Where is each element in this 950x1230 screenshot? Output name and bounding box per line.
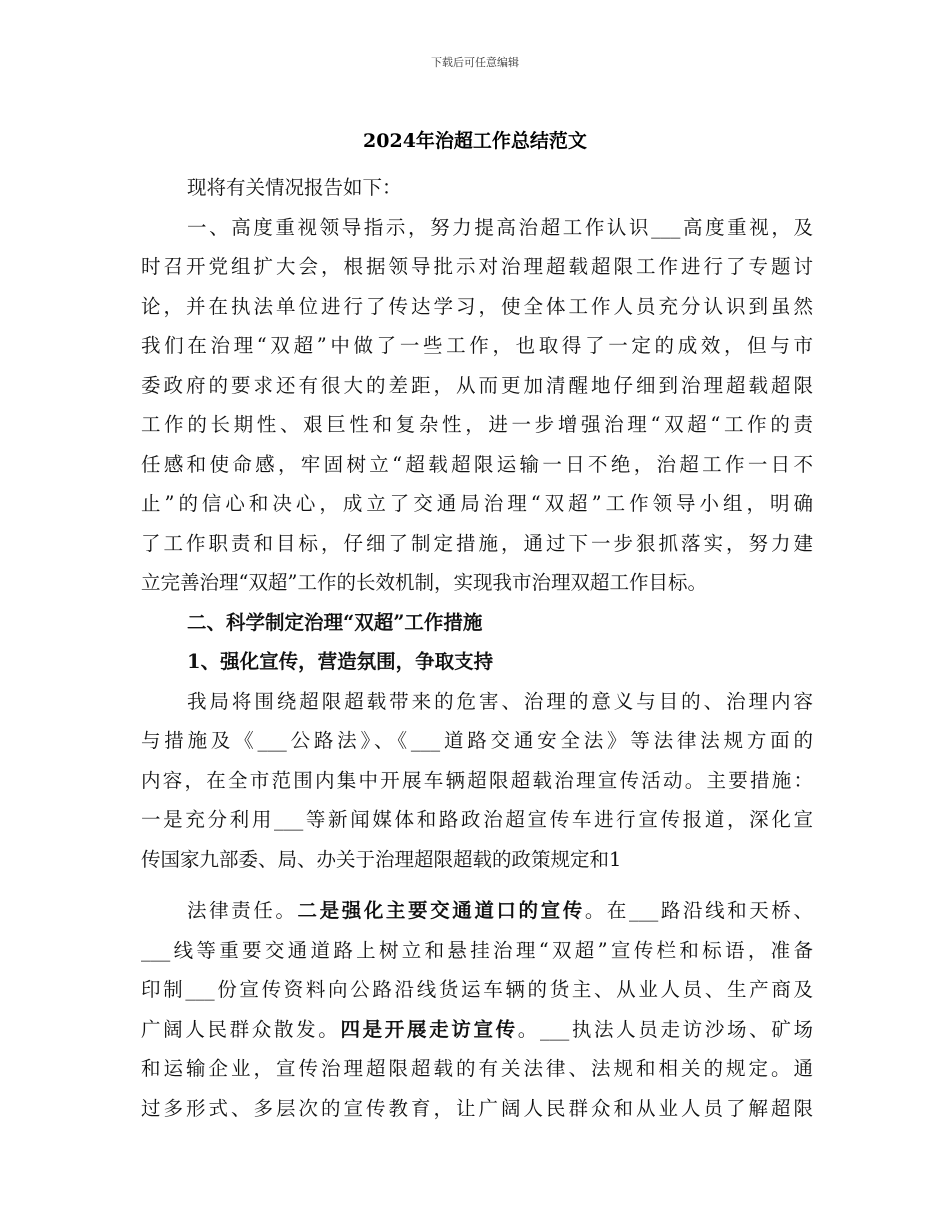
text-line: 我们在治理“双超”中做了一些工作，也取得了一定的成效，但与市 — [141, 334, 813, 357]
text-line: 一、高度重视领导指示，努力提高治超工作认识___高度重视，及 — [187, 215, 813, 239]
text-line: 时召开党组扩大会，根据领导批示对治理超载超限工作进行了专题讨 — [141, 255, 813, 278]
text-segment: 法律责任。 — [187, 899, 298, 922]
page-gap — [141, 879, 813, 891]
text-line: 工作的长期性、艰巨性和复杂性，进一步增强治理“双超“工作的责 — [141, 413, 813, 436]
text-line — [141, 891, 813, 931]
document-title: 2024年治超工作总结范文 — [363, 130, 587, 152]
text-line: 我局将围绕超限超载带来的危害、治理的意义与目的、治理内容 — [187, 689, 813, 713]
text-line: ___线等重要交通道路上树立和悬挂治理“双超”宣传栏和标语，准备 — [141, 938, 813, 962]
text-line: 过多形式、多层次的宣传教育，让广阔人民群众和从业人员了解超限 — [141, 1096, 813, 1120]
page-header: 下载后可任意编辑 — [431, 56, 519, 69]
text-line: 印制___份宣传资料向公路沿线货运车辆的货主、从业人员、生产商及 — [141, 978, 813, 1001]
text-line: 传国家九部委、局、办关于治理超限超载的政策规定和1 — [141, 847, 622, 871]
bold-text-segment: 四是开展走访宣传 — [340, 1017, 518, 1041]
text-line: 委政府的要求还有很大的差距，从而更加清醒地仔细到治理超载超限 — [141, 373, 813, 397]
text-segment: 广阔人民群众散发。 — [141, 1017, 341, 1041]
subsection-heading: 1、强化宣传，营造氛围，争取支持 — [187, 650, 494, 673]
text-line: 和运输企业，宣传治理超限超载的有关法律、法规和相关的规定。通 — [141, 1057, 813, 1080]
text-line: 现将有关情况报告如下： — [187, 176, 402, 199]
section-heading: 二、科学制定治理“双超”工作措施 — [187, 610, 483, 634]
paragraph-block-1 — [141, 168, 813, 879]
text-line: 了工作职责和目标，仔细了制定措施，通过下一步狠抓落实，努力建 — [141, 531, 813, 555]
text-line: 与措施及《___公路法》、《___道路交通安全法》等法律法规方面的 — [141, 729, 813, 752]
text-line: 立完善治理“双超”工作的长效机制，实现我市治理双超工作目标。 — [141, 571, 707, 594]
text-line — [141, 1010, 813, 1050]
text-line: 论，并在执法单位进行了传达学习，使全体工作人员充分认识到虽然 — [141, 294, 813, 318]
document-body — [141, 168, 813, 1128]
text-line: 任感和使命感，牢固树立“超载超限运输一日不绝，治超工作一日不 — [141, 452, 813, 476]
text-line: 一是充分利用___等新闻媒体和路政治超宣传车进行宣传报道，深化宣 — [141, 808, 813, 831]
paragraph-block-2 — [141, 891, 813, 1128]
text-line: 内容，在全市范围内集中开展车辆超限超载治理宣传活动。主要措施： — [141, 768, 813, 792]
text-line: 止”的信心和决心，成立了交通局治理“双超”工作领导小组，明确 — [141, 492, 813, 515]
text-segment: 。___执法人员走访沙场、矿场 — [517, 1017, 813, 1041]
bold-text-segment: 二是强化主要交通道口的宣传 — [297, 899, 585, 922]
text-segment: 。在___路沿线和天桥、 — [584, 899, 813, 922]
